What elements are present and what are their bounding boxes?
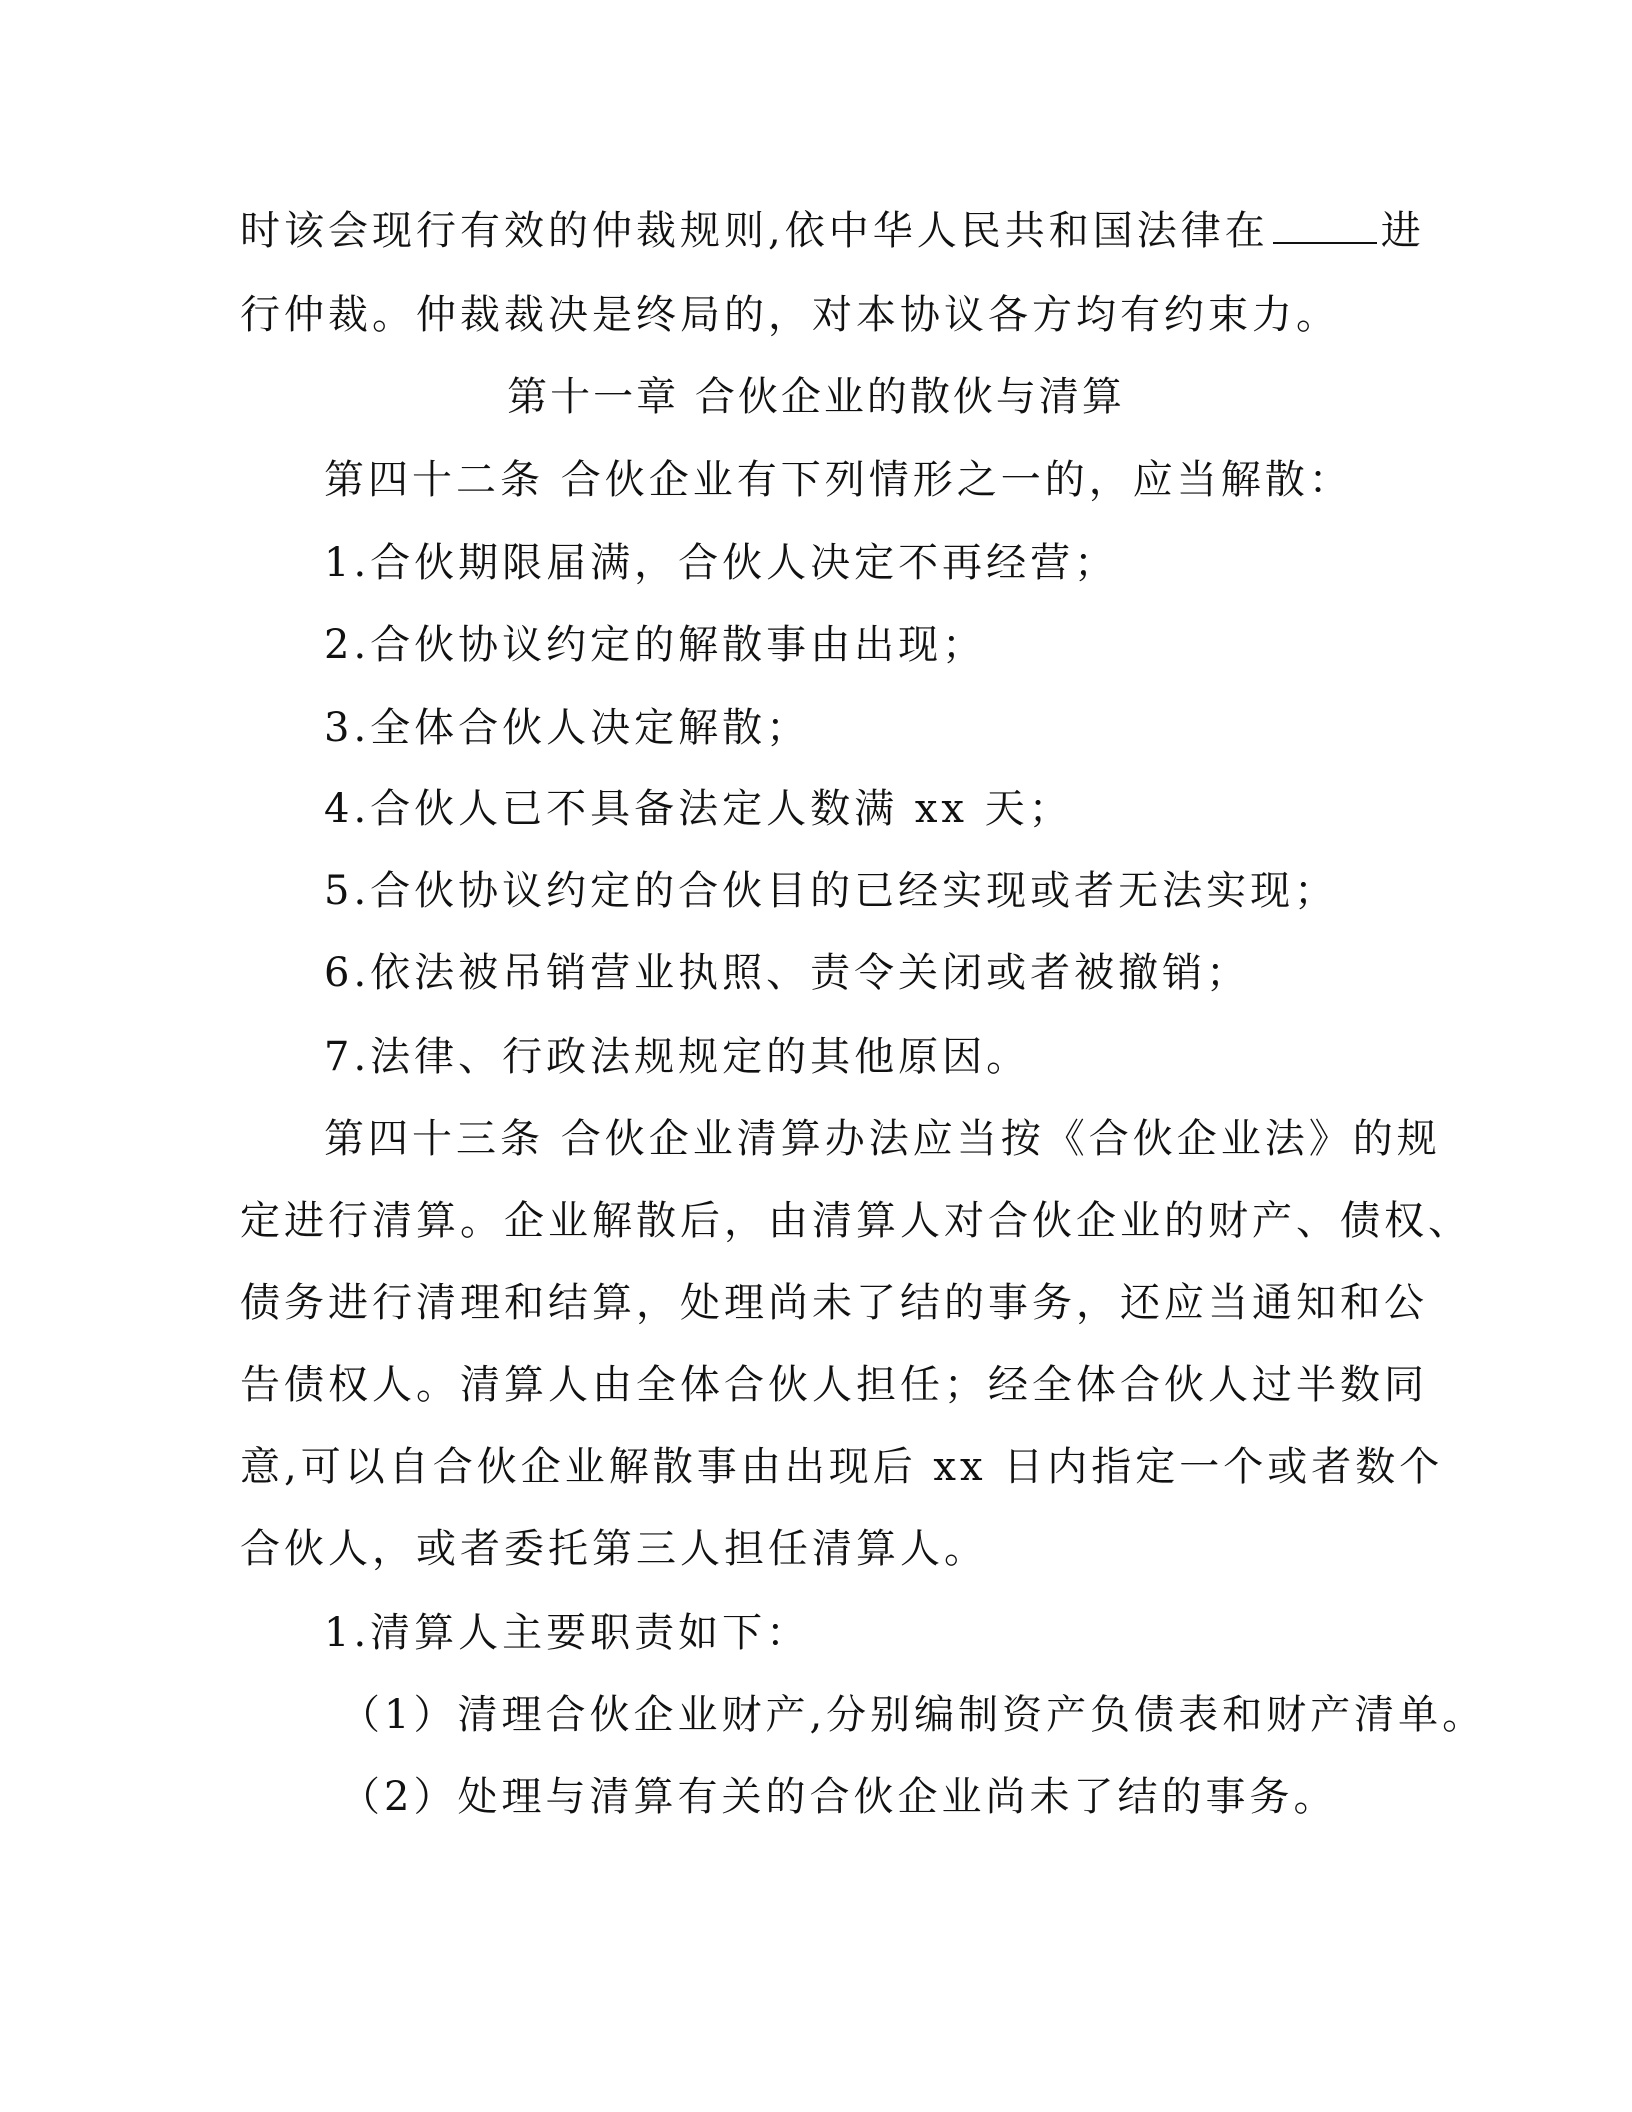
- article-43-line: 告债权人。清算人由全体合伙人担任；经全体合伙人过半数同: [240, 1362, 1428, 1408]
- article-42-item: 6.依法被吊销营业执照、责令关闭或者被撤销；: [324, 950, 1251, 996]
- article-43-line: 债务进行清理和结算，处理尚未了结的事务，还应当通知和公: [240, 1280, 1428, 1326]
- article-42-item: 7.法律、行政法规规定的其他原因。: [324, 1034, 1031, 1080]
- article-42-item: 2.合伙协议约定的解散事由出现；: [324, 622, 987, 668]
- arbitration-text-continued: 进: [1380, 208, 1425, 254]
- article-42-item: 3.全体合伙人决定解散；: [324, 705, 811, 751]
- arbitration-line-2: 行仲裁。仲裁裁决是终局的，对本协议各方均有约束力。: [240, 292, 1340, 338]
- article-43-line: 定进行清算。企业解散后，由清算人对合伙企业的财产、债权、: [240, 1198, 1472, 1244]
- article-42-item: 4.合伙人已不具备法定人数满 xx 天；: [324, 786, 1073, 832]
- chapter-title: 第十一章 合伙企业的散伙与清算: [507, 374, 1125, 420]
- article-42-item: 5.合伙协议约定的合伙目的已经实现或者无法实现；: [324, 868, 1339, 914]
- liquidator-duty-item: （1）清理合伙企业财产,分别编制资产负债表和财产清单。: [340, 1692, 1487, 1738]
- article-43-line: 第四十三条 合伙企业清算办法应当按《合伙企业法》的规: [324, 1116, 1441, 1162]
- liquidator-duties-heading: 1.清算人主要职责如下：: [324, 1610, 811, 1656]
- article-42-heading: 第四十二条 合伙企业有下列情形之一的，应当解散：: [324, 457, 1353, 503]
- article-43-line: 意,可以自合伙企业解散事由出现后 xx 日内指定一个或者数个: [240, 1444, 1444, 1490]
- arbitration-line-1: [240, 203, 1425, 259]
- article-43-line: 合伙人，或者委托第三人担任清算人。: [240, 1526, 988, 1572]
- fill-in-blank: [1273, 208, 1377, 244]
- article-42-item: 1.合伙期限届满，合伙人决定不再经营；: [324, 540, 1119, 586]
- arbitration-text: 时该会现行有效的仲裁规则,依中华人民共和国法律在: [240, 208, 1269, 254]
- liquidator-duty-item: （2）处理与清算有关的合伙企业尚未了结的事务。: [340, 1774, 1338, 1820]
